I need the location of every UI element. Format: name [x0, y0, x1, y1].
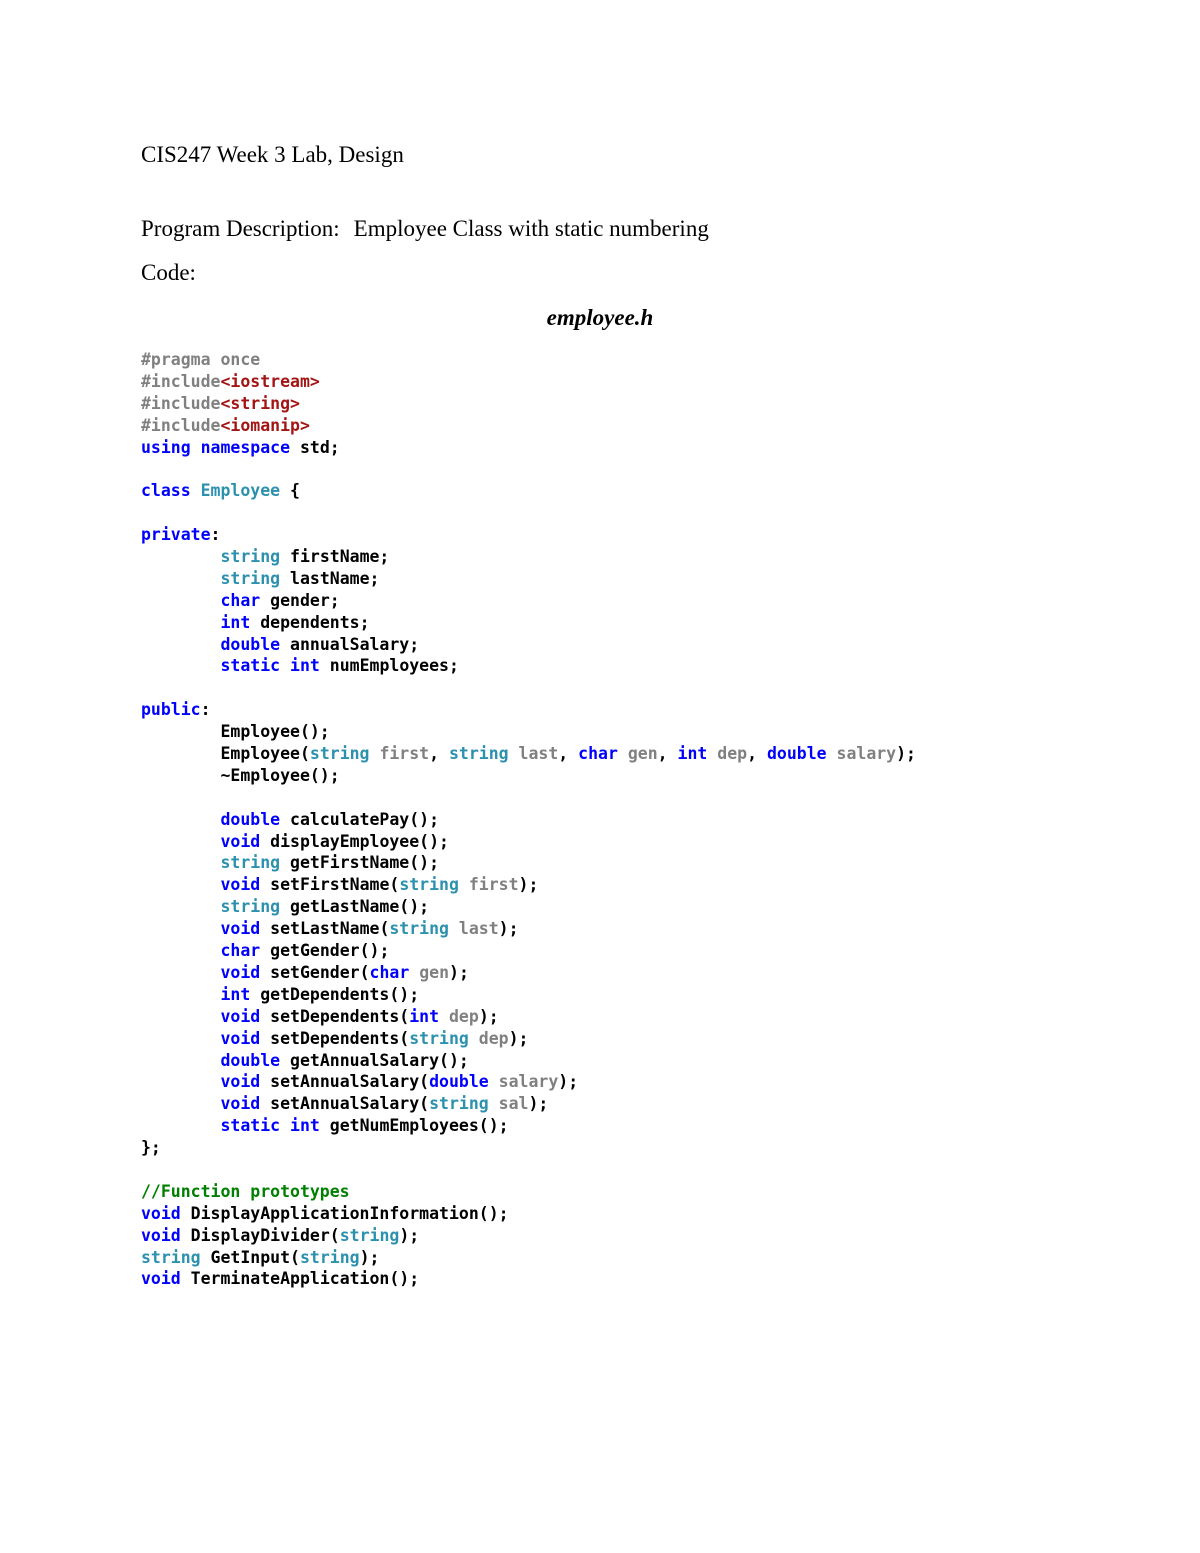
code-line	[141, 787, 916, 809]
code-text	[280, 656, 290, 675]
parameter: first	[468, 875, 519, 895]
code-text	[141, 591, 220, 610]
code-text	[141, 569, 220, 588]
parameter: last	[458, 919, 499, 939]
code-text: getNumEmployees();	[319, 1116, 509, 1136]
parameter: dep	[449, 1006, 479, 1026]
keyword: int	[290, 656, 320, 676]
code-text: getFirstName();	[280, 853, 440, 873]
code-text: Employee(	[141, 744, 310, 764]
code-line	[141, 371, 916, 393]
keyword: static	[220, 656, 281, 676]
code-text	[141, 853, 220, 872]
type: string	[409, 1028, 469, 1048]
code-text	[280, 1116, 290, 1135]
code-line	[141, 874, 916, 896]
code-text	[141, 832, 220, 851]
code-line	[141, 918, 916, 940]
code-text	[509, 744, 519, 763]
type: string	[389, 919, 449, 939]
comment: //Function prototypes	[141, 1181, 350, 1201]
code-text: TerminateApplication();	[180, 1269, 420, 1289]
code-block	[141, 349, 916, 1290]
keyword: private	[141, 525, 211, 545]
code-text	[409, 963, 419, 982]
code-text	[459, 875, 469, 894]
code-text: ,	[657, 744, 678, 764]
code-text	[439, 1007, 449, 1026]
type: Employee	[200, 481, 281, 501]
code-line	[141, 765, 916, 787]
code-line	[141, 1225, 916, 1247]
code-text	[469, 1029, 479, 1048]
keyword: public	[141, 700, 201, 720]
keyword: void	[220, 875, 261, 895]
description-text: Employee Class with static numbering	[353, 216, 709, 241]
code-text: setAnnualSalary(	[260, 1094, 430, 1114]
keyword: void	[220, 831, 261, 851]
code-label: Code:	[141, 260, 196, 285]
keyword: class	[141, 481, 191, 501]
code-text	[141, 1029, 220, 1048]
keyword: int	[290, 1116, 320, 1136]
code-text: displayEmployee();	[260, 831, 449, 851]
type: string	[399, 875, 459, 895]
code-text: calculatePay();	[280, 809, 440, 829]
code-text	[141, 1094, 220, 1113]
preprocessor: #include	[141, 415, 221, 435]
code-line	[141, 1181, 916, 1203]
parameter: salary	[498, 1072, 559, 1092]
code-text: );	[528, 1094, 549, 1114]
code-text: Employee();	[141, 722, 330, 742]
program-description	[141, 216, 709, 242]
code-line	[141, 437, 916, 459]
code-text: setFirstName(	[260, 875, 400, 895]
code-text	[141, 1007, 220, 1026]
code-text	[141, 547, 220, 566]
code-text: );	[558, 1072, 579, 1092]
keyword: double	[220, 634, 281, 654]
keyword: void	[220, 1072, 261, 1092]
code-text	[449, 919, 459, 938]
type: string	[448, 744, 509, 764]
code-text: std;	[290, 437, 340, 457]
keyword: void	[141, 1225, 181, 1245]
code-line	[141, 1268, 916, 1290]
preprocessor: #include	[141, 371, 221, 391]
code-text	[191, 438, 201, 457]
code-text	[141, 635, 220, 654]
type: string	[339, 1225, 400, 1245]
keyword: void	[141, 1203, 181, 1223]
keyword: void	[220, 919, 261, 939]
code-line	[141, 1050, 916, 1072]
code-text	[489, 1094, 499, 1113]
keyword: void	[220, 1094, 261, 1114]
code-text: {	[280, 481, 300, 501]
code-line	[141, 962, 916, 984]
code-text: setGender(	[260, 962, 370, 982]
code-line	[141, 984, 916, 1006]
code-text: ,	[429, 744, 449, 764]
type: string	[299, 1247, 360, 1267]
code-text	[141, 1116, 220, 1135]
code-text: );	[896, 744, 916, 764]
code-text: numEmployees;	[319, 656, 459, 676]
keyword: using	[141, 437, 191, 457]
code-text: );	[518, 875, 539, 895]
code-text	[141, 897, 220, 916]
code-text: :	[200, 700, 211, 720]
code-text: firstName;	[280, 547, 390, 567]
code-text: DisplayApplicationInformation();	[180, 1203, 509, 1223]
code-line	[141, 590, 916, 612]
document-title: CIS247 Week 3 Lab, Design	[141, 142, 404, 167]
code-line	[141, 480, 916, 502]
code-text: );	[399, 1225, 420, 1245]
code-text: DisplayDivider(	[180, 1225, 340, 1245]
code-text: };	[141, 1138, 161, 1158]
code-text: dependents;	[250, 612, 370, 632]
code-text	[141, 919, 220, 938]
code-line	[141, 940, 916, 962]
keyword: int	[677, 744, 708, 764]
string-literal: <iostream>	[220, 371, 320, 391]
code-text	[141, 1072, 220, 1091]
preprocessor: #pragma once	[141, 350, 261, 369]
keyword: int	[220, 612, 251, 632]
code-text: );	[478, 1006, 499, 1026]
keyword: double	[220, 1050, 281, 1070]
code-line	[141, 1071, 916, 1093]
code-line	[141, 1137, 916, 1159]
preprocessor: #include	[141, 393, 221, 413]
code-text: :	[210, 525, 221, 545]
code-line	[141, 524, 916, 546]
code-text	[370, 744, 380, 763]
code-text: lastName;	[280, 568, 380, 588]
code-line	[141, 502, 916, 524]
code-text: ,	[558, 744, 579, 764]
keyword: void	[220, 962, 261, 982]
code-line	[141, 896, 916, 918]
keyword: char	[220, 941, 261, 961]
code-text: getDependents();	[250, 984, 420, 1004]
code-line	[141, 1093, 916, 1115]
keyword: namespace	[200, 437, 291, 457]
code-text	[141, 963, 220, 982]
code-text	[141, 985, 220, 1004]
code-text	[191, 481, 201, 500]
code-text: setDependents(	[260, 1028, 410, 1048]
keyword: char	[369, 962, 410, 982]
code-line	[141, 655, 916, 677]
code-text: );	[359, 1247, 380, 1267]
keyword: static	[220, 1116, 281, 1136]
code-text: );	[498, 919, 519, 939]
keyword: void	[220, 1006, 261, 1026]
code-text: );	[508, 1028, 529, 1048]
code-line	[141, 458, 916, 480]
code-line	[141, 852, 916, 874]
type: string	[220, 568, 281, 588]
code-text: getGender();	[260, 941, 390, 961]
parameter: dep	[478, 1028, 509, 1048]
keyword: double	[429, 1072, 489, 1092]
keyword: int	[220, 984, 251, 1004]
code-text	[707, 744, 717, 763]
code-text	[141, 656, 220, 675]
string-literal: <string>	[220, 393, 300, 413]
type: string	[429, 1094, 489, 1114]
code-line	[141, 809, 916, 831]
code-line	[141, 393, 916, 415]
code-line	[141, 1247, 916, 1269]
code-text: ,	[747, 744, 767, 764]
code-line	[141, 831, 916, 853]
code-text: gender;	[260, 590, 340, 610]
code-line	[141, 612, 916, 634]
code-text: setAnnualSalary(	[260, 1072, 430, 1092]
code-text: annualSalary;	[280, 634, 420, 654]
code-text	[141, 875, 220, 894]
code-text	[141, 941, 220, 960]
code-text: );	[449, 962, 469, 982]
code-text: setDependents(	[260, 1006, 410, 1026]
string-literal: <iomanip>	[220, 415, 310, 435]
type: string	[220, 897, 281, 917]
keyword: double	[220, 809, 281, 829]
description-label: Program Description:	[141, 216, 340, 241]
code-line	[141, 415, 916, 437]
code-text: getLastName();	[280, 897, 430, 917]
code-line	[141, 677, 916, 699]
code-text: GetInput(	[200, 1247, 300, 1267]
parameter: first	[379, 744, 430, 764]
code-line	[141, 1203, 916, 1225]
code-text: ~Employee();	[141, 765, 340, 785]
code-line	[141, 721, 916, 743]
code-text	[141, 810, 220, 829]
keyword: void	[220, 1028, 261, 1048]
keyword: double	[766, 744, 827, 764]
code-line	[141, 1159, 916, 1181]
keyword: char	[578, 744, 618, 764]
keyword: void	[141, 1269, 181, 1289]
type: string	[141, 1247, 201, 1267]
parameter: last	[518, 744, 559, 764]
parameter: gen	[419, 962, 450, 982]
code-line	[141, 1115, 916, 1137]
code-line	[141, 1028, 916, 1050]
type: string	[220, 547, 281, 567]
code-text: getAnnualSalary();	[280, 1050, 469, 1070]
type: string	[309, 744, 370, 764]
parameter: sal	[498, 1094, 529, 1114]
code-line	[141, 349, 916, 371]
code-line	[141, 568, 916, 590]
parameter: gen	[627, 744, 658, 764]
code-line	[141, 1006, 916, 1028]
type: string	[220, 853, 281, 873]
code-text	[618, 744, 628, 763]
code-text: setLastName(	[260, 919, 390, 939]
code-text	[141, 613, 220, 632]
keyword: int	[409, 1006, 440, 1026]
code-text	[489, 1072, 499, 1091]
code-text	[141, 1051, 220, 1070]
code-line	[141, 743, 916, 765]
code-line	[141, 546, 916, 568]
code-line	[141, 634, 916, 656]
code-line	[141, 699, 916, 721]
parameter: dep	[717, 744, 748, 764]
parameter: salary	[836, 744, 897, 764]
keyword: char	[220, 590, 261, 610]
code-text	[827, 744, 837, 763]
code-file-name: employee.h	[546, 305, 654, 330]
